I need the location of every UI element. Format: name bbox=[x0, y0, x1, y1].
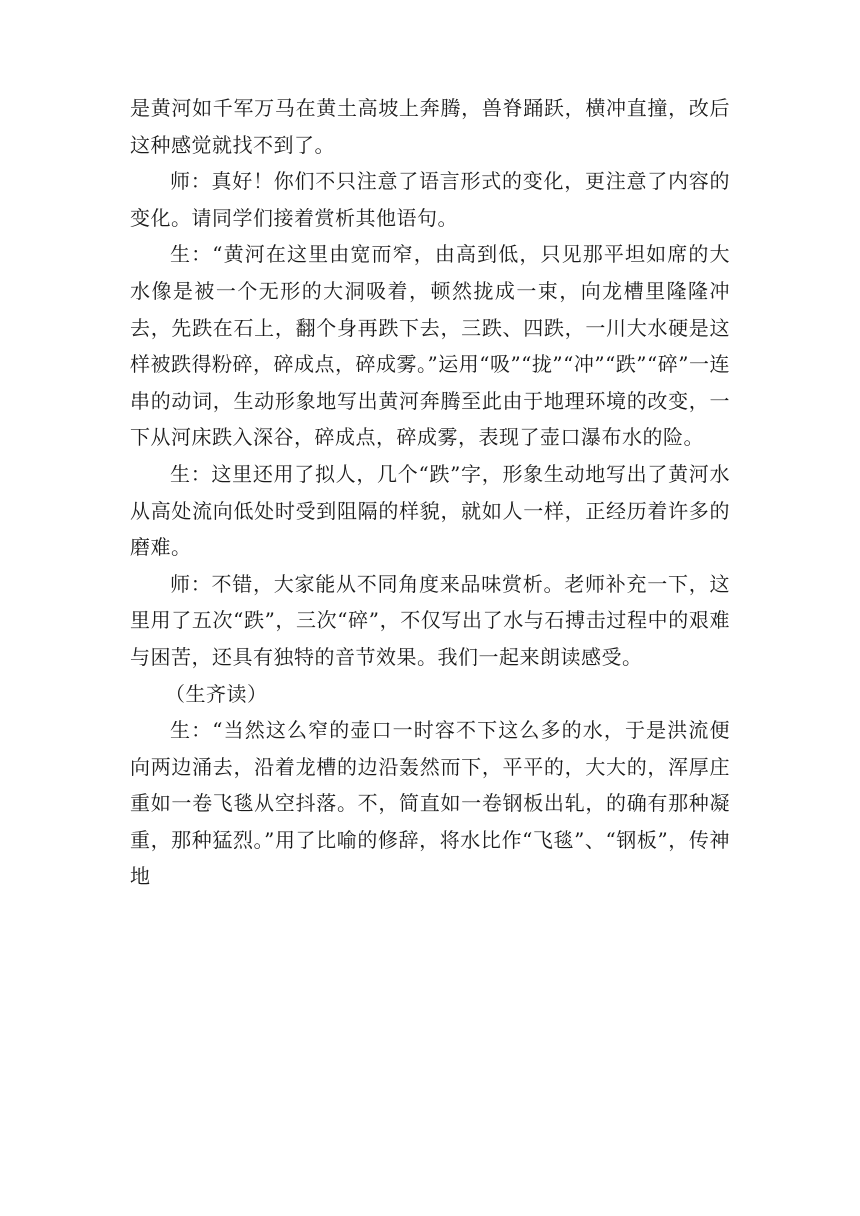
paragraph-teacher-praise: 师：真好！你们不只注意了语言形式的变化，更注意了内容的变化。请同学们接着赏析其他语句。 bbox=[130, 169, 730, 230]
paragraph-stage-direction: （生齐读） bbox=[165, 681, 268, 706]
paragraph-student-analysis-verbs: 生：“黄河在这里由宽而窄，由高到低，只见那平坦如席的大水像是被一个无形的大洞吸着，顿然拢成一束，向龙槽里隆隆冲去，先跌在石上，翻个身再跌下去，三跌、四跌，一川大水硬是这样被跌得粉碎，碎成点，碎成雾。”运用“吸”“拢”“冲”“跌”“碎”一连串的动词，生动形象地写出黄河奔腾至此由于地理环境的改变，一下从河床跌入深谷，碎成点，碎成雾，表现了壶口瀑布水的险。 bbox=[130, 242, 730, 450]
paragraph-student-personification: 生：这里还用了拟人，几个“跌”字，形象生动地写出了黄河水从高处流向低处时受到阻隔的样貌，就如人一样，正经历着许多的磨难。 bbox=[130, 461, 730, 560]
paragraph-student-metaphor: 生：“当然这么窄的壶口一时容不下这么多的水，于是洪流便向两边涌去，沿着龙槽的边沿轰然而下，平平的，大大的，浑厚庄重如一卷飞毯从空抖落。不，简直如一卷钢板出轧，的确有那种凝重，那种猛烈。”用了比喻的修辞，将水比作“飞毯”、“钢板”，传神地 bbox=[130, 718, 730, 889]
paragraph-continuation: 是黄河如千军万马在黄土高坡上奔腾，兽脊踊跃，横冲直撞，改后这种感觉就找不到了。 bbox=[130, 96, 730, 157]
document-body bbox=[130, 90, 730, 895]
paragraph-teacher-supplement: 师：不错，大家能从不同角度来品味赏析。老师补充一下，这里用了五次“跌”，三次“碎”，不仅写出了水与石搏击过程中的艰难与困苦，还具有独特的音节效果。我们一起来朗读感受。 bbox=[130, 571, 730, 669]
